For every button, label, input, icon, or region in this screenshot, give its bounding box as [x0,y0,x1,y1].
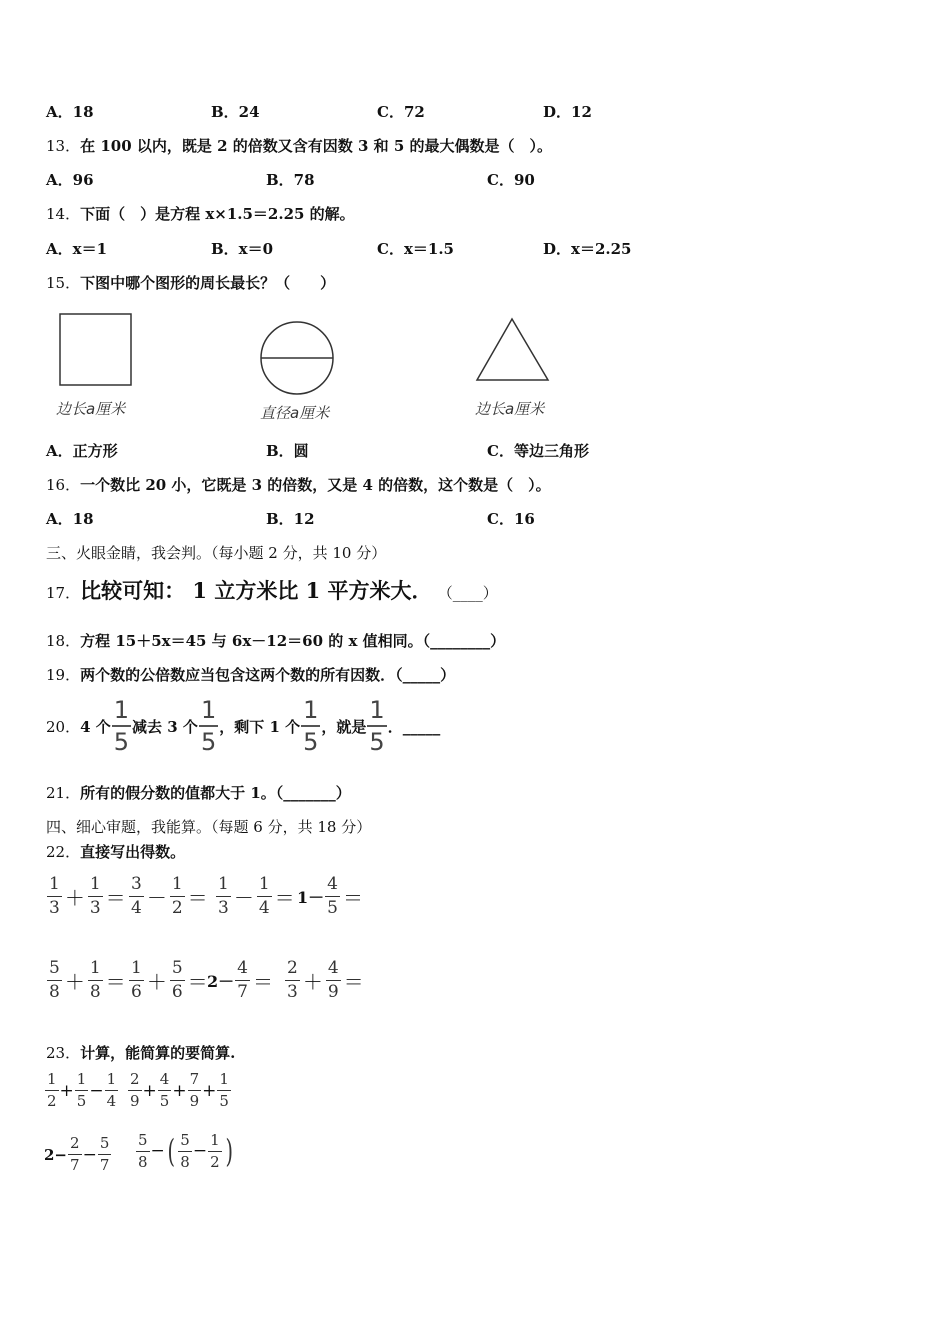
denominator: 9 [327,982,339,1002]
q22-number: 22． [46,843,81,861]
q14-option-c: C．x＝1.5 [377,240,454,258]
numerator: 1 [129,960,144,981]
equals-sign: ＝ [343,970,364,994]
section-3-title: 三、火眼金睛，我会判。（每小题 2 分，共 10 分） [46,544,387,562]
numerator: 4 [158,1072,172,1091]
plus-sign: ＋ [64,886,85,910]
plus-sign: ＋ [302,970,323,994]
numerator: 1 [45,1072,59,1091]
numerator: 1 [257,876,272,897]
q12-option-c: C．72 [377,103,425,121]
q17-question [46,576,498,608]
numerator: 5 [136,1133,150,1152]
q17-number: 17． [46,584,81,602]
triangle-label: 边长a厘米 [475,400,545,418]
fraction [178,1130,192,1171]
numerator: 1 [112,698,131,727]
q23-text: 计算，能简算的要简算. [80,1044,236,1062]
q15-option-b: B．圆 [266,442,309,460]
denominator: 8 [138,1152,148,1171]
numerator: 1 [367,698,386,727]
q22-expr-1 [46,876,128,917]
triangle-shape [477,319,548,380]
numerator: 4 [325,876,340,897]
numerator: 2 [68,1136,82,1155]
numerator: 4 [235,960,250,981]
section-4-title: 四、细心审题，我能算。（每题 6 分，共 18 分） [46,818,372,836]
q23-expr-4 [135,1132,235,1170]
q15-number: 15． [46,274,81,292]
q23-expr-3 [44,1136,112,1173]
denominator: 3 [89,898,101,918]
q16-option-b: B．12 [266,510,315,528]
minus-sign: − [82,1144,97,1165]
q18-text: 方程 15＋5x＝45 与 6x－12＝60 的 x 值相同。（________） [80,632,506,650]
denominator: 9 [189,1092,200,1110]
q20-question [46,698,440,754]
numerator: 1 [199,698,218,727]
equals-sign: ＝ [252,970,273,994]
numerator: 7 [188,1072,202,1091]
q23-number: 23． [46,1044,81,1062]
q22-expr-7 [207,960,275,1001]
q13-option-b: B．78 [266,171,315,189]
q15-text: 下图中哪个图形的周长最长？（ ） [80,274,336,292]
fraction [105,1072,119,1109]
denominator: 5 [303,728,319,756]
fraction [170,960,185,1001]
numerator: 1 [75,1072,89,1091]
plus-sign: ＋ [146,970,167,994]
numerator: 5 [47,960,62,981]
q13-question [46,136,552,156]
q20-text-2: 减去 3 个 [132,717,198,736]
plus-sign: ＋ [64,970,85,994]
fraction [47,960,62,1001]
minus-sign: － [146,886,167,910]
fraction [68,1136,82,1173]
q14-option-a: A．x＝1 [46,240,108,258]
denominator: 5 [219,1092,229,1110]
fraction [88,960,103,1001]
denominator: 2 [210,1152,220,1171]
denominator: 4 [258,898,270,918]
denominator: 3 [49,898,60,918]
denominator: 4 [106,1092,117,1110]
equals-sign: ＝ [105,886,126,910]
minus-sign: − [150,1141,165,1161]
denominator: 5 [200,728,217,756]
square-shape [60,314,131,385]
q19-number: 19． [46,666,81,684]
q15-option-a: A．正方形 [46,442,118,460]
fraction [45,1072,59,1109]
fraction [326,960,341,1001]
q14-option-d: D．x＝2.25 [543,240,632,258]
one-minus: 1－ [297,888,325,907]
q18-question [46,631,505,651]
denominator: 7 [70,1156,80,1174]
numerator: 1 [47,876,62,897]
q16-option-c: C．16 [487,510,535,528]
q20-number: 20． [46,717,81,736]
q19-text: 两个数的公倍数应当包含这两个数的所有因数．（_____） [80,666,456,684]
q17-answer-blank[interactable]: （____） [437,584,498,602]
denominator: 5 [159,1092,170,1110]
fraction [158,1072,172,1109]
denominator: 8 [180,1152,190,1171]
denominator: 5 [76,1092,87,1110]
q19-question [46,665,455,685]
fraction [88,876,103,917]
q23-question [46,1043,235,1063]
q15-question [46,273,335,293]
fraction [188,1072,202,1109]
q21-question [46,783,351,803]
denominator: 5 [327,898,338,918]
plus-sign: + [142,1080,157,1101]
q13-text: 在 100 以内，既是 2 的倍数又含有因数 3 和 5 的最大偶数是（ ）。 [80,137,552,155]
numerator: 5 [178,1133,192,1152]
fraction [199,698,218,754]
q22-expr-8 [284,960,366,1001]
circle-label: 直径a厘米 [260,404,330,422]
denominator: 6 [131,982,142,1002]
fraction [170,876,185,917]
fraction [136,1130,150,1171]
q12-option-d: D．12 [543,103,592,121]
q20-text-1: 4 个 [80,717,111,736]
denominator: 2 [171,898,183,918]
left-paren: ( [167,1132,175,1170]
denominator: 3 [287,982,298,1002]
equals-sign: ＝ [187,970,208,994]
numerator: 2 [128,1072,142,1091]
q16-text: 一个数比 20 小，它既是 3 的倍数，又是 4 的倍数，这个数是（ ）。 [80,476,551,494]
denominator: 2 [47,1092,57,1110]
numerator: 1 [88,960,103,981]
numerator: 2 [285,960,300,981]
fraction [325,876,340,917]
denominator: 8 [49,982,60,1002]
fraction [235,960,250,1001]
q21-text: 所有的假分数的值都大于 1。（_______） [80,784,351,802]
fraction [301,698,320,754]
equals-sign: ＝ [105,970,126,994]
q22-expr-6 [128,960,210,1001]
q20-text-5: ．_____ [387,717,441,736]
q15-option-c: C．等边三角形 [487,442,589,460]
numerator: 1 [88,876,103,897]
q22-expr-4 [297,876,365,917]
equals-sign: ＝ [187,886,208,910]
q22-text: 直接写出得数。 [80,843,186,861]
denominator: 4 [131,898,142,918]
q14-number: 14． [46,205,81,223]
fraction [47,876,62,917]
q14-text: 下面（ ）是方程 x×1.5＝2.25 的解。 [80,205,355,223]
square-label: 边长a厘米 [56,400,126,418]
equals-sign: ＝ [274,886,295,910]
denominator: 3 [218,898,229,918]
fraction [98,1136,112,1173]
q22-expr-3 [215,876,297,917]
fraction [367,698,386,754]
fraction [208,1130,222,1171]
minus-sign: − [89,1080,104,1101]
fraction [129,876,144,917]
q16-option-a: A．18 [46,510,94,528]
right-paren: ) [225,1132,233,1170]
fraction [112,698,131,754]
fraction [128,1072,142,1109]
numerator: 5 [98,1136,112,1155]
numerator: 1 [216,876,231,897]
q17-text: 比较可知： 1 立方米比 1 平方米大． [80,578,433,603]
q12-option-a: A．18 [46,103,94,121]
q12-option-b: B．24 [211,103,260,121]
q16-number: 16． [46,476,81,494]
q22-question [46,842,185,862]
q22-expr-2 [128,876,210,917]
numerator: 5 [170,960,185,981]
q14-option-b: B．x＝0 [211,240,274,258]
fraction [129,960,144,1001]
fraction [217,1072,231,1109]
denominator: 7 [99,1156,110,1174]
minus-sign: － [233,886,254,910]
denominator: 6 [171,982,183,1002]
equals-sign: ＝ [342,886,363,910]
numerator: 1 [301,698,320,727]
q13-option-c: C．90 [487,171,535,189]
denominator: 8 [89,982,101,1002]
denominator: 5 [113,728,130,756]
q13-option-a: A．96 [46,171,94,189]
denominator: 5 [369,728,385,756]
plus-sign: + [172,1080,187,1101]
q16-question [46,475,551,495]
fraction [285,960,300,1001]
q23-expr-2 [127,1072,232,1109]
q20-text-3: ，剩下 1 个 [219,717,301,736]
fraction [257,876,272,917]
numerator: 4 [326,960,341,981]
two-minus: 2－ [207,972,235,991]
q14-question [46,204,355,224]
denominator: 7 [237,982,248,1002]
plus-sign: + [59,1080,74,1101]
two-minus: 2− [44,1145,68,1164]
numerator: 1 [105,1072,119,1091]
q13-number: 13． [46,137,81,155]
q22-expr-5 [46,960,128,1001]
numerator: 3 [129,876,144,897]
minus-sign: − [192,1141,208,1161]
q18-number: 18． [46,632,81,650]
fraction [216,876,231,917]
numerator: 1 [170,876,185,897]
q21-number: 21． [46,784,81,802]
numerator: 1 [208,1133,222,1152]
denominator: 9 [130,1092,140,1110]
numerator: 1 [217,1072,231,1091]
plus-sign: + [202,1080,217,1101]
q20-text-4: ，就是 [321,717,367,736]
fraction [75,1072,89,1109]
q23-expr-1 [44,1072,119,1109]
